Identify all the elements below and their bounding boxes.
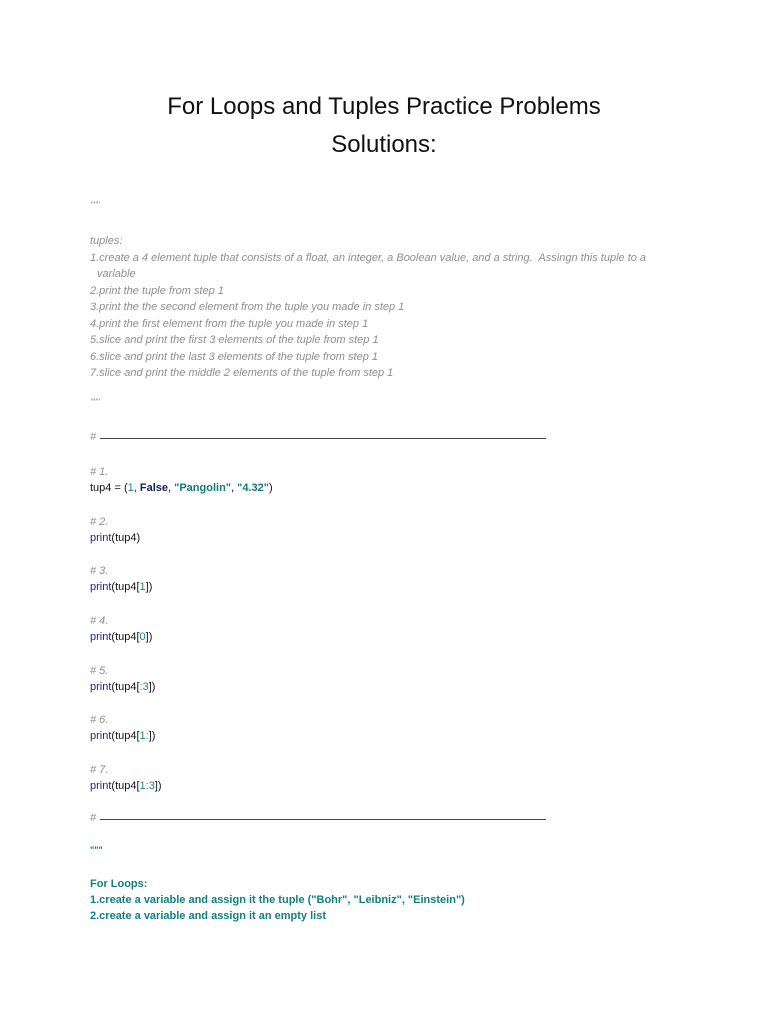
solution-comment: # 2. — [90, 516, 109, 528]
code-arg-end: ]) — [145, 631, 153, 643]
for-loops-docstring: """ — [90, 845, 103, 855]
tuples-item-4: 4.print the first element from the tuple you made in step 1 — [90, 317, 369, 330]
separator-hash: # — [90, 431, 97, 443]
solution-code — [90, 728, 155, 744]
code-arg-end: ]) — [148, 730, 156, 742]
code-function: print — [90, 681, 112, 693]
solution-1 — [90, 464, 273, 496]
solution-comment: # 1. — [90, 466, 109, 478]
solution-code — [90, 679, 155, 695]
code-string: "Pangolin" — [174, 482, 231, 494]
solution-4 — [90, 613, 152, 645]
tuples-item-2: 2.print the tuple from step 1 — [90, 284, 224, 297]
docstring-close: """ — [90, 397, 100, 407]
code-arg: (tup4[ — [111, 631, 140, 643]
tuples-problem-list — [90, 233, 690, 382]
code-index: 1: — [139, 730, 149, 742]
code-arg-end: ]) — [154, 780, 162, 792]
code-sep: , — [231, 482, 238, 494]
code-string: "4.32" — [237, 482, 269, 494]
code-arg-end: ) — [136, 532, 141, 544]
code-number: 1 — [127, 482, 134, 494]
separator-bottom — [90, 812, 546, 824]
separator-top — [90, 431, 546, 443]
solution-code — [90, 579, 152, 595]
page-title — [0, 88, 768, 164]
solution-3 — [90, 563, 152, 595]
tuples-item-1: 1.create a 4 element tuple that consists of a float, an integer, a Boolean value, and a string. Assingn this tuple to a — [90, 251, 647, 264]
for-loops-item-1: 1.create a variable and assign it the tuple ("Bohr", "Leibniz", "Einstein") — [90, 894, 465, 906]
code-function: print — [90, 631, 112, 643]
code-arg: (tup4[ — [111, 730, 140, 742]
tuples-item-1-cont: variable — [94, 268, 136, 280]
solution-comment: # 3. — [90, 565, 109, 577]
code-function: print — [90, 532, 112, 544]
tuples-item-6: 6.slice and print the last 3 elements of the tuple from step 1 — [90, 350, 378, 363]
tuples-item-7: 7.slice and print the middle 2 elements of the tuple from step 1 — [90, 367, 394, 379]
tuples-item-5: 5.slice and print the first 3 elements of the tuple from step 1 — [90, 334, 379, 346]
solution-5 — [90, 663, 155, 695]
tuples-item-3: 3.print the the second element from the tuple you made in step 1 — [90, 301, 405, 313]
for-loops-header: For Loops: — [90, 878, 148, 890]
code-arg: (tup4 — [111, 532, 137, 544]
code-function: print — [90, 780, 112, 792]
code-index: 0 — [139, 631, 146, 643]
code-end: ) — [268, 482, 273, 494]
code-index: :3 — [139, 681, 149, 693]
separator-line — [100, 438, 546, 439]
code-arg: (tup4[ — [111, 581, 140, 593]
code-keyword: False — [139, 482, 168, 494]
code-index: 1:3 — [139, 780, 155, 792]
code-index: 1 — [139, 581, 146, 593]
code-assign: tup4 = ( — [90, 482, 128, 494]
solution-code — [90, 629, 152, 645]
code-arg-end: ]) — [145, 581, 153, 593]
code-function: print — [90, 581, 112, 593]
code-sep: , — [133, 482, 140, 494]
solution-comment: # 6. — [90, 714, 109, 726]
docstring-open: """ — [90, 200, 100, 210]
code-sep: , — [168, 482, 175, 494]
for-loops-item-2: 2.create a variable and assign it an empty list — [90, 910, 326, 922]
separator-line — [100, 819, 546, 820]
for-loops-section — [90, 876, 465, 924]
code-arg: (tup4[ — [111, 681, 140, 693]
title-line-2: Solutions: — [331, 131, 437, 158]
solution-comment: # 4. — [90, 615, 109, 627]
solution-code — [90, 480, 273, 496]
tuples-header: tuples: — [90, 235, 123, 247]
solution-comment: # 5. — [90, 665, 109, 677]
solution-2 — [90, 514, 140, 546]
code-arg: (tup4[ — [111, 780, 140, 792]
solution-comment: # 7. — [90, 764, 109, 776]
separator-hash: # — [90, 812, 97, 824]
title-line-1: For Loops and Tuples Practice Problems — [167, 93, 601, 120]
solution-7 — [90, 762, 162, 794]
code-arg-end: ]) — [148, 681, 156, 693]
solution-code — [90, 530, 140, 546]
code-function: print — [90, 730, 112, 742]
solution-6 — [90, 712, 155, 744]
solution-code — [90, 778, 162, 794]
